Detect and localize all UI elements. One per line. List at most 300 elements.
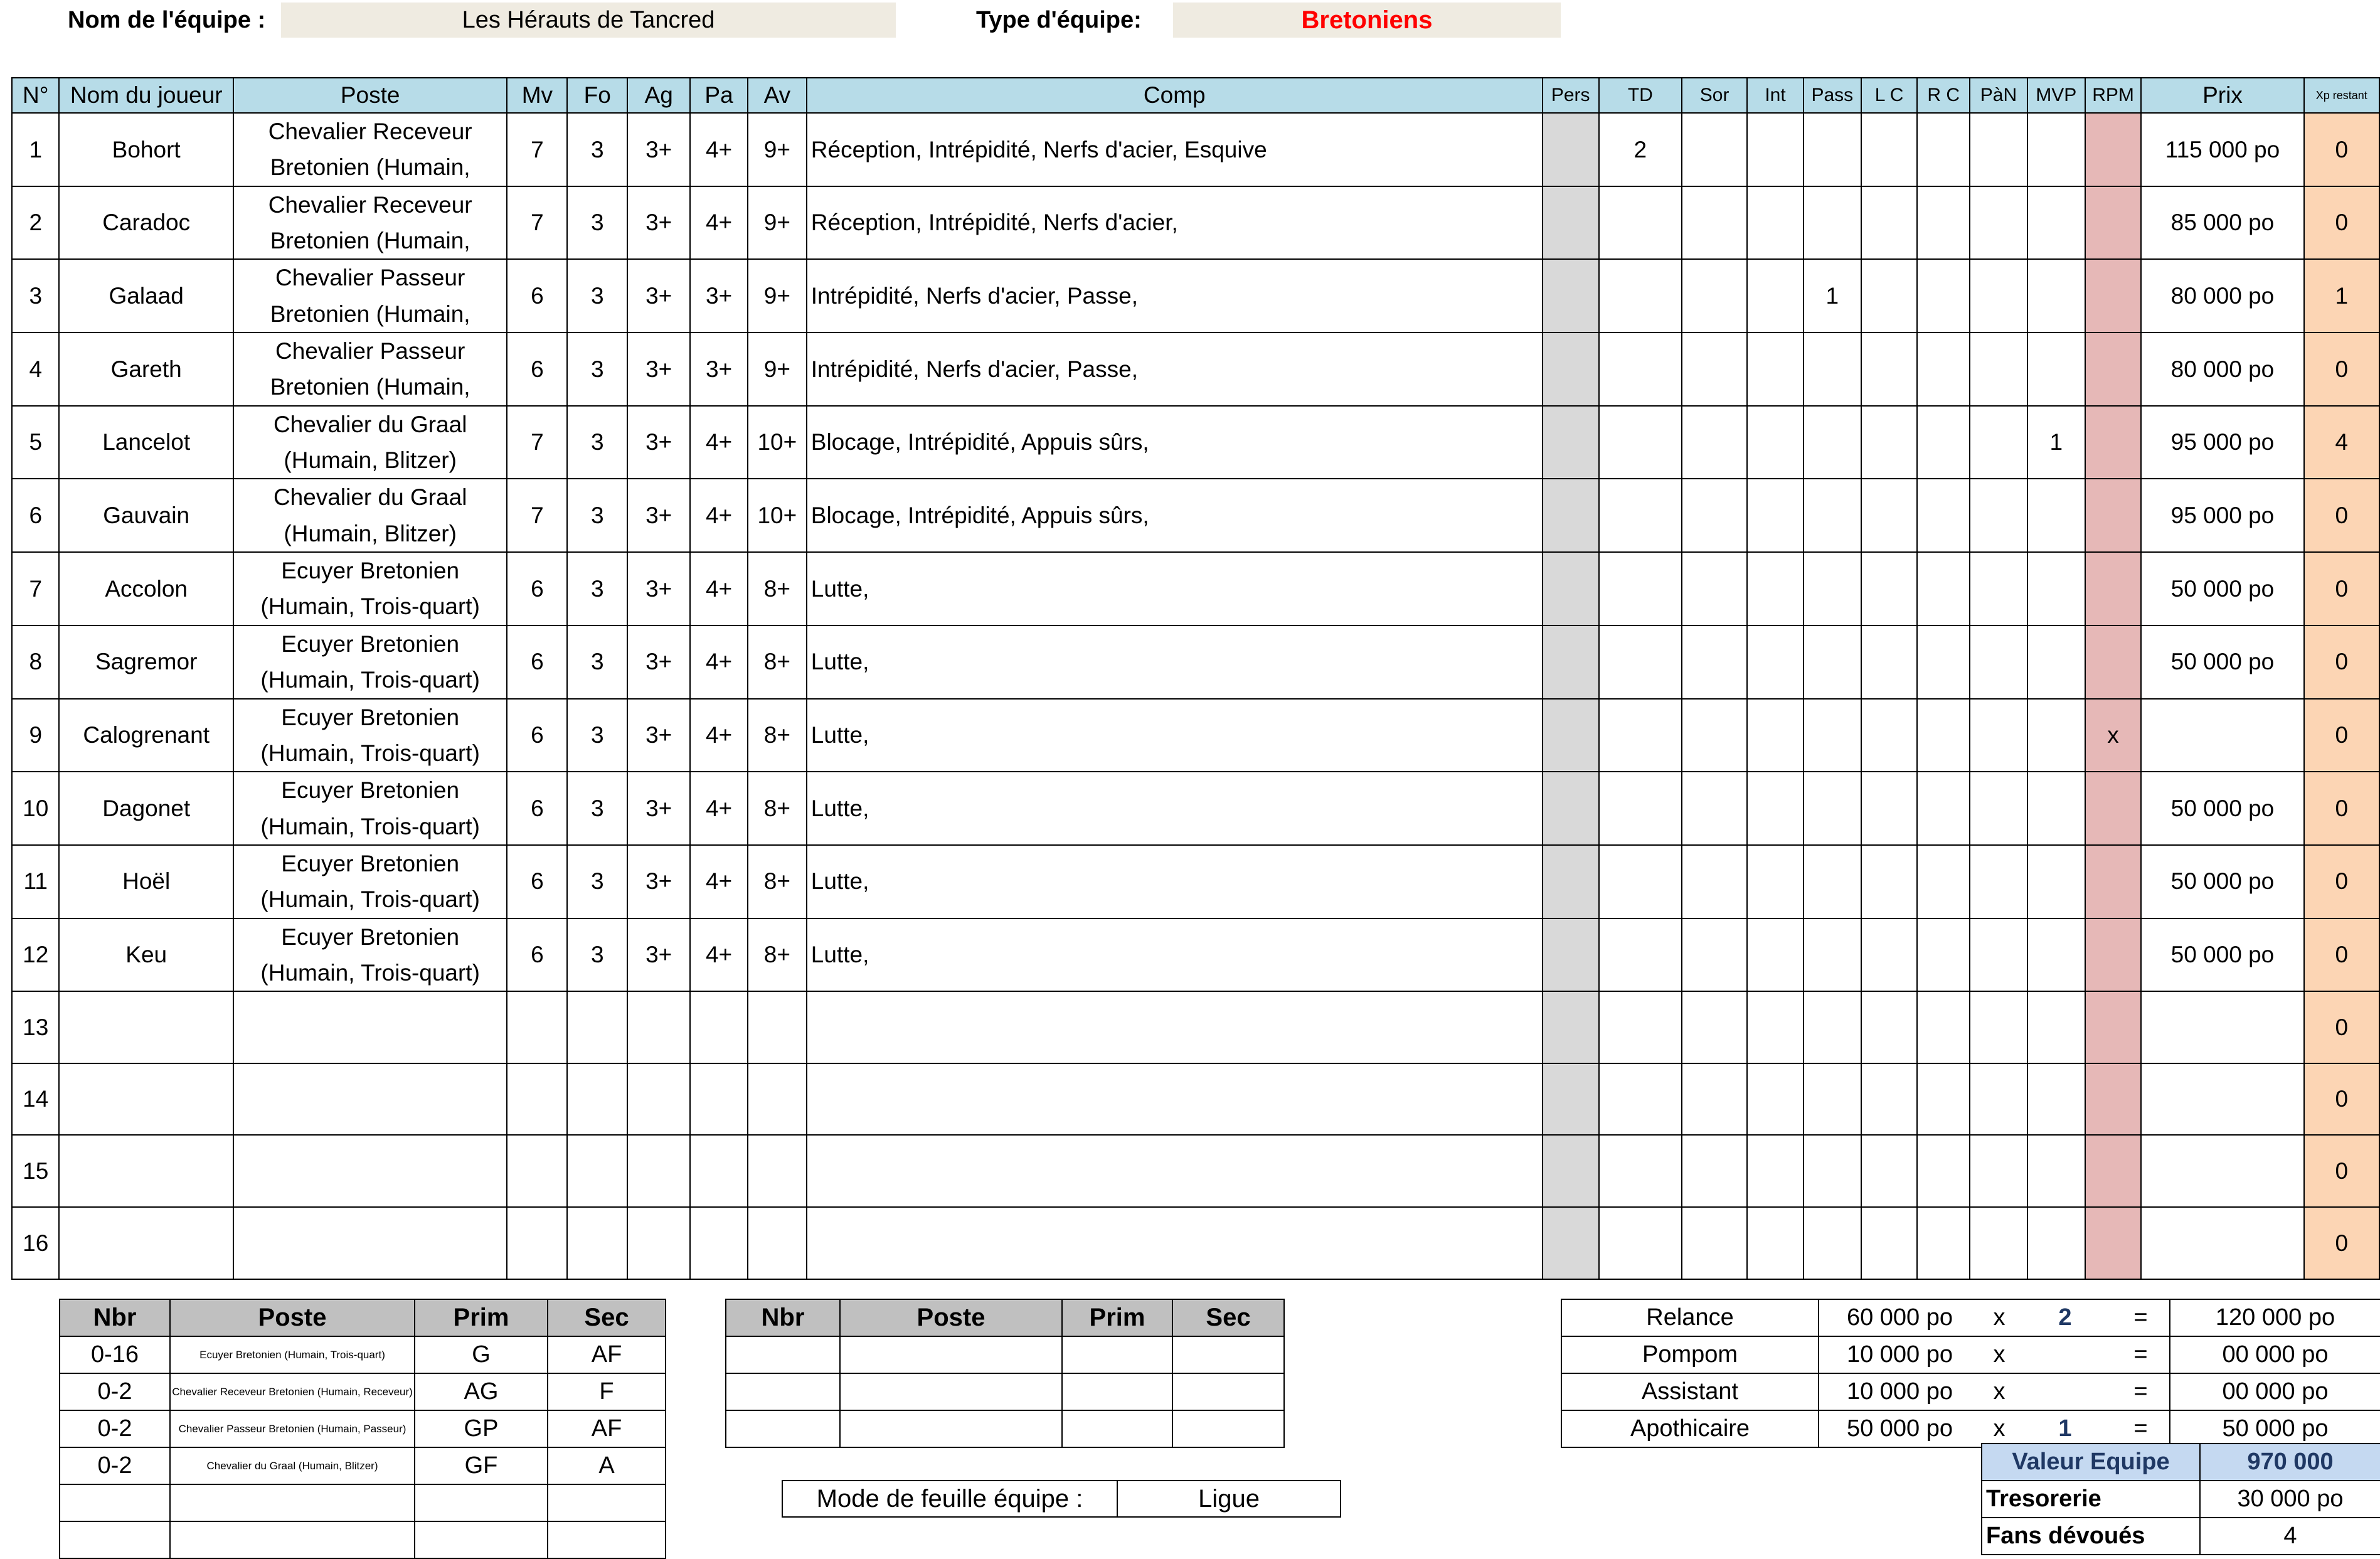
stat-rc[interactable]	[1917, 625, 1970, 699]
skills-poste[interactable]: Ecuyer Bretonien (Humain, Trois-quart)	[170, 1336, 415, 1373]
player-number[interactable]: 16	[12, 1207, 59, 1279]
extra-poste[interactable]	[840, 1373, 1062, 1410]
player-name[interactable]: Hoël	[59, 845, 233, 918]
stat-ag[interactable]: 3+	[627, 406, 690, 479]
stat-mvp[interactable]	[2027, 1135, 2085, 1207]
stat-fo[interactable]: 3	[567, 113, 627, 186]
xp-remaining[interactable]: 0	[2304, 918, 2380, 992]
stat-td[interactable]	[1599, 1063, 1682, 1136]
player-price[interactable]	[2141, 991, 2303, 1063]
stat-rc[interactable]	[1917, 113, 1970, 186]
stat-mvp[interactable]	[2027, 1063, 2085, 1136]
stat-mvp[interactable]: 1	[2027, 406, 2085, 479]
player-skills[interactable]	[807, 1135, 1543, 1207]
stat-lc[interactable]	[1861, 186, 1918, 260]
stat-lc[interactable]	[1861, 113, 1918, 186]
player-price[interactable]: 50 000 po	[2141, 552, 2303, 625]
stat-rc[interactable]	[1917, 699, 1970, 772]
player-number[interactable]: 6	[12, 479, 59, 552]
stat-rpm[interactable]	[2085, 259, 2142, 333]
stat-mv[interactable]: 6	[507, 552, 567, 625]
stat-pass[interactable]	[1804, 1135, 1861, 1207]
stat-sor[interactable]	[1682, 991, 1747, 1063]
stat-mv[interactable]: 7	[507, 406, 567, 479]
stat-fo[interactable]: 3	[567, 186, 627, 260]
stat-pan[interactable]	[1970, 1135, 2027, 1207]
stat-rc[interactable]	[1917, 845, 1970, 918]
xp-remaining[interactable]: 0	[2304, 991, 2380, 1063]
player-price[interactable]: 95 000 po	[2141, 406, 2303, 479]
stat-sor[interactable]	[1682, 1135, 1747, 1207]
stat-rc[interactable]	[1917, 552, 1970, 625]
stat-ag[interactable]: 3+	[627, 479, 690, 552]
player-number[interactable]: 2	[12, 186, 59, 260]
stat-lc[interactable]	[1861, 845, 1918, 918]
stat-av[interactable]: 8+	[748, 625, 807, 699]
stat-td[interactable]	[1599, 845, 1682, 918]
skills-nbr[interactable]: 0-2	[60, 1373, 170, 1410]
player-skills[interactable]	[807, 1063, 1543, 1136]
extra-prim[interactable]	[1062, 1410, 1172, 1447]
stat-fo[interactable]: 3	[567, 479, 627, 552]
player-number[interactable]: 4	[12, 333, 59, 406]
stat-int[interactable]	[1747, 406, 1804, 479]
stat-pass[interactable]	[1804, 991, 1861, 1063]
stat-pan[interactable]	[1970, 479, 2027, 552]
player-price[interactable]: 115 000 po	[2141, 113, 2303, 186]
stat-rpm[interactable]	[2085, 406, 2142, 479]
skills-sec[interactable]	[548, 1484, 666, 1521]
stat-pa[interactable]: 4+	[690, 406, 748, 479]
stat-pass[interactable]	[1804, 845, 1861, 918]
stat-mv[interactable]	[507, 991, 567, 1063]
stat-pers[interactable]	[1543, 113, 1599, 186]
stat-mvp[interactable]	[2027, 625, 2085, 699]
stat-rpm[interactable]	[2085, 552, 2142, 625]
stat-pan[interactable]	[1970, 772, 2027, 845]
player-price[interactable]: 50 000 po	[2141, 918, 2303, 992]
player-name[interactable]: Dagonet	[59, 772, 233, 845]
player-skills[interactable]: Lutte,	[807, 845, 1543, 918]
stat-lc[interactable]	[1861, 406, 1918, 479]
stat-fo[interactable]: 3	[567, 552, 627, 625]
stat-rc[interactable]	[1917, 1063, 1970, 1136]
player-name[interactable]: Accolon	[59, 552, 233, 625]
stat-mvp[interactable]	[2027, 333, 2085, 406]
xp-remaining[interactable]: 0	[2304, 113, 2380, 186]
player-position[interactable]: Ecuyer Bretonien (Humain, Trois-quart)	[233, 772, 507, 845]
stat-pers[interactable]	[1543, 479, 1599, 552]
stat-lc[interactable]	[1861, 625, 1918, 699]
player-name[interactable]: Sagremor	[59, 625, 233, 699]
stat-ag[interactable]	[627, 1207, 690, 1279]
xp-remaining[interactable]: 4	[2304, 406, 2380, 479]
extra-prim[interactable]	[1062, 1373, 1172, 1410]
stat-pan[interactable]	[1970, 259, 2027, 333]
stat-lc[interactable]	[1861, 699, 1918, 772]
stat-mvp[interactable]	[2027, 918, 2085, 992]
stat-rpm[interactable]: x	[2085, 699, 2142, 772]
stat-av[interactable]: 9+	[748, 259, 807, 333]
stat-av[interactable]: 8+	[748, 699, 807, 772]
player-number[interactable]: 13	[12, 991, 59, 1063]
player-price[interactable]: 50 000 po	[2141, 845, 2303, 918]
stat-ag[interactable]: 3+	[627, 625, 690, 699]
stat-rc[interactable]	[1917, 991, 1970, 1063]
stat-fo[interactable]: 3	[567, 333, 627, 406]
stat-sor[interactable]	[1682, 699, 1747, 772]
stat-mv[interactable]	[507, 1063, 567, 1136]
player-name[interactable]	[59, 1063, 233, 1136]
stat-sor[interactable]	[1682, 1207, 1747, 1279]
player-position[interactable]: Ecuyer Bretonien (Humain, Trois-quart)	[233, 699, 507, 772]
stat-mv[interactable]: 6	[507, 333, 567, 406]
stat-mvp[interactable]	[2027, 772, 2085, 845]
player-price[interactable]: 50 000 po	[2141, 625, 2303, 699]
stat-lc[interactable]	[1861, 1135, 1918, 1207]
stat-td[interactable]	[1599, 259, 1682, 333]
player-position[interactable]	[233, 1207, 507, 1279]
stat-pass[interactable]	[1804, 1063, 1861, 1136]
player-position[interactable]: Ecuyer Bretonien (Humain, Trois-quart)	[233, 552, 507, 625]
cost-quantity[interactable]: 1	[2018, 1410, 2112, 1447]
stat-ag[interactable]	[627, 1063, 690, 1136]
skills-nbr[interactable]: 0-2	[60, 1447, 170, 1484]
stat-pa[interactable]	[690, 1063, 748, 1136]
stat-lc[interactable]	[1861, 1063, 1918, 1136]
stat-int[interactable]	[1747, 113, 1804, 186]
stat-rpm[interactable]	[2085, 186, 2142, 260]
stat-av[interactable]: 8+	[748, 845, 807, 918]
stat-pan[interactable]	[1970, 113, 2027, 186]
stat-fo[interactable]	[567, 1207, 627, 1279]
stat-av[interactable]: 8+	[748, 772, 807, 845]
team-type-field[interactable]: Bretoniens	[1173, 3, 1561, 38]
stat-pers[interactable]	[1543, 406, 1599, 479]
skills-sec[interactable]	[548, 1521, 666, 1558]
player-name[interactable]	[59, 991, 233, 1063]
player-skills[interactable]: Lutte,	[807, 918, 1543, 992]
stat-lc[interactable]	[1861, 1207, 1918, 1279]
stat-int[interactable]	[1747, 479, 1804, 552]
xp-remaining[interactable]: 0	[2304, 845, 2380, 918]
player-position[interactable]: Ecuyer Bretonien (Humain, Trois-quart)	[233, 918, 507, 992]
skills-poste[interactable]: Chevalier du Graal (Humain, Blitzer)	[170, 1447, 415, 1484]
stat-pers[interactable]	[1543, 1135, 1599, 1207]
player-number[interactable]: 9	[12, 699, 59, 772]
stat-rc[interactable]	[1917, 479, 1970, 552]
player-skills[interactable]: Réception, Intrépidité, Nerfs d'acier,	[807, 186, 1543, 260]
extra-sec[interactable]	[1172, 1410, 1284, 1447]
player-position[interactable]: Chevalier Receveur Bretonien (Humain,	[233, 186, 507, 260]
stat-lc[interactable]	[1861, 918, 1918, 992]
player-name[interactable]: Bohort	[59, 113, 233, 186]
stat-pers[interactable]	[1543, 259, 1599, 333]
stat-pass[interactable]	[1804, 772, 1861, 845]
stat-mv[interactable]: 6	[507, 699, 567, 772]
xp-remaining[interactable]: 0	[2304, 479, 2380, 552]
player-price[interactable]: 50 000 po	[2141, 772, 2303, 845]
cost-quantity[interactable]: 2	[2018, 1299, 2112, 1336]
stat-pan[interactable]	[1970, 991, 2027, 1063]
stat-mv[interactable]: 6	[507, 772, 567, 845]
stat-mv[interactable]: 7	[507, 479, 567, 552]
stat-int[interactable]	[1747, 918, 1804, 992]
player-name[interactable]	[59, 1135, 233, 1207]
stat-sor[interactable]	[1682, 186, 1747, 260]
stat-mvp[interactable]	[2027, 991, 2085, 1063]
stat-av[interactable]: 9+	[748, 113, 807, 186]
stat-sor[interactable]	[1682, 845, 1747, 918]
player-name[interactable]: Keu	[59, 918, 233, 992]
player-position[interactable]: Chevalier du Graal (Humain, Blitzer)	[233, 406, 507, 479]
stat-pa[interactable]	[690, 1135, 748, 1207]
stat-mvp[interactable]	[2027, 1207, 2085, 1279]
skills-sec[interactable]: AF	[548, 1410, 666, 1447]
treasury-value[interactable]: 30 000 po	[2200, 1481, 2380, 1518]
stat-av[interactable]: 9+	[748, 186, 807, 260]
stat-av[interactable]	[748, 1207, 807, 1279]
stat-mv[interactable]: 6	[507, 918, 567, 992]
stat-td[interactable]	[1599, 186, 1682, 260]
player-skills[interactable]: Intrépidité, Nerfs d'acier, Passe,	[807, 333, 1543, 406]
player-position[interactable]: Chevalier Passeur Bretonien (Humain,	[233, 259, 507, 333]
stat-td[interactable]	[1599, 699, 1682, 772]
stat-fo[interactable]: 3	[567, 259, 627, 333]
stat-pan[interactable]	[1970, 333, 2027, 406]
stat-ag[interactable]: 3+	[627, 186, 690, 260]
stat-pers[interactable]	[1543, 991, 1599, 1063]
player-skills[interactable]: Réception, Intrépidité, Nerfs d'acier, Esquive	[807, 113, 1543, 186]
stat-rpm[interactable]	[2085, 1063, 2142, 1136]
stat-pers[interactable]	[1543, 699, 1599, 772]
stat-pass[interactable]	[1804, 625, 1861, 699]
player-name[interactable]: Gareth	[59, 333, 233, 406]
stat-td[interactable]	[1599, 552, 1682, 625]
player-skills[interactable]	[807, 991, 1543, 1063]
stat-fo[interactable]	[567, 1063, 627, 1136]
stat-int[interactable]	[1747, 333, 1804, 406]
player-price[interactable]: 85 000 po	[2141, 186, 2303, 260]
skills-prim[interactable]	[415, 1484, 548, 1521]
stat-rpm[interactable]	[2085, 918, 2142, 992]
stat-ag[interactable]: 3+	[627, 918, 690, 992]
stat-ag[interactable]	[627, 1135, 690, 1207]
player-position[interactable]: Chevalier Passeur Bretonien (Humain,	[233, 333, 507, 406]
stat-av[interactable]	[748, 1135, 807, 1207]
stat-rc[interactable]	[1917, 1207, 1970, 1279]
skills-sec[interactable]: AF	[548, 1336, 666, 1373]
extra-sec[interactable]	[1172, 1373, 1284, 1410]
stat-pa[interactable]: 3+	[690, 333, 748, 406]
player-position[interactable]	[233, 1135, 507, 1207]
player-name[interactable]: Calogrenant	[59, 699, 233, 772]
player-skills[interactable]: Lutte,	[807, 552, 1543, 625]
stat-lc[interactable]	[1861, 479, 1918, 552]
extra-poste[interactable]	[840, 1336, 1062, 1373]
stat-pa[interactable]	[690, 1207, 748, 1279]
stat-ag[interactable]: 3+	[627, 845, 690, 918]
xp-remaining[interactable]: 0	[2304, 772, 2380, 845]
player-skills[interactable]: Lutte,	[807, 699, 1543, 772]
stat-pass[interactable]	[1804, 406, 1861, 479]
player-skills[interactable]: Intrépidité, Nerfs d'acier, Passe,	[807, 259, 1543, 333]
stat-av[interactable]	[748, 1063, 807, 1136]
stat-sor[interactable]	[1682, 918, 1747, 992]
player-price[interactable]	[2141, 1063, 2303, 1136]
stat-rpm[interactable]	[2085, 772, 2142, 845]
stat-mv[interactable]	[507, 1207, 567, 1279]
skills-prim[interactable]: GF	[415, 1447, 548, 1484]
stat-mv[interactable]: 7	[507, 113, 567, 186]
stat-pa[interactable]: 4+	[690, 625, 748, 699]
player-position[interactable]: Chevalier du Graal (Humain, Blitzer)	[233, 479, 507, 552]
stat-mvp[interactable]	[2027, 259, 2085, 333]
skills-prim[interactable]	[415, 1521, 548, 1558]
stat-mv[interactable]: 6	[507, 259, 567, 333]
stat-int[interactable]	[1747, 772, 1804, 845]
player-skills[interactable]: Lutte,	[807, 625, 1543, 699]
xp-remaining[interactable]: 0	[2304, 186, 2380, 260]
stat-sor[interactable]	[1682, 479, 1747, 552]
skills-nbr[interactable]: 0-2	[60, 1410, 170, 1447]
stat-td[interactable]	[1599, 918, 1682, 992]
stat-rpm[interactable]	[2085, 1135, 2142, 1207]
stat-pass[interactable]	[1804, 918, 1861, 992]
player-position[interactable]	[233, 991, 507, 1063]
stat-pa[interactable]: 4+	[690, 845, 748, 918]
stat-pers[interactable]	[1543, 552, 1599, 625]
stat-rc[interactable]	[1917, 406, 1970, 479]
stat-td[interactable]	[1599, 772, 1682, 845]
stat-rpm[interactable]	[2085, 991, 2142, 1063]
extra-nbr[interactable]	[726, 1336, 840, 1373]
stat-pan[interactable]	[1970, 699, 2027, 772]
stat-td[interactable]	[1599, 1207, 1682, 1279]
stat-ag[interactable]: 3+	[627, 113, 690, 186]
player-name[interactable]: Caradoc	[59, 186, 233, 260]
stat-ag[interactable]: 3+	[627, 259, 690, 333]
stat-pers[interactable]	[1543, 918, 1599, 992]
stat-fo[interactable]: 3	[567, 918, 627, 992]
player-number[interactable]: 5	[12, 406, 59, 479]
stat-pass[interactable]	[1804, 1207, 1861, 1279]
stat-pa[interactable]: 4+	[690, 918, 748, 992]
stat-rc[interactable]	[1917, 1135, 1970, 1207]
player-price[interactable]: 80 000 po	[2141, 259, 2303, 333]
stat-td[interactable]	[1599, 406, 1682, 479]
stat-ag[interactable]: 3+	[627, 772, 690, 845]
stat-td[interactable]	[1599, 625, 1682, 699]
stat-mvp[interactable]	[2027, 186, 2085, 260]
stat-sor[interactable]	[1682, 1063, 1747, 1136]
stat-fo[interactable]: 3	[567, 845, 627, 918]
extra-sec[interactable]	[1172, 1336, 1284, 1373]
stat-pass[interactable]	[1804, 333, 1861, 406]
player-number[interactable]: 12	[12, 918, 59, 992]
skills-poste[interactable]	[170, 1484, 415, 1521]
stat-pa[interactable]: 4+	[690, 699, 748, 772]
player-name[interactable]	[59, 1207, 233, 1279]
player-price[interactable]: 95 000 po	[2141, 479, 2303, 552]
stat-rc[interactable]	[1917, 259, 1970, 333]
stat-sor[interactable]	[1682, 552, 1747, 625]
stat-rpm[interactable]	[2085, 845, 2142, 918]
stat-av[interactable]: 10+	[748, 479, 807, 552]
stat-pass[interactable]: 1	[1804, 259, 1861, 333]
stat-lc[interactable]	[1861, 259, 1918, 333]
stat-fo[interactable]	[567, 991, 627, 1063]
stat-lc[interactable]	[1861, 552, 1918, 625]
stat-int[interactable]	[1747, 259, 1804, 333]
stat-pa[interactable]: 4+	[690, 479, 748, 552]
stat-mvp[interactable]	[2027, 699, 2085, 772]
stat-ag[interactable]: 3+	[627, 552, 690, 625]
stat-fo[interactable]: 3	[567, 772, 627, 845]
stat-ag[interactable]: 3+	[627, 333, 690, 406]
player-number[interactable]: 14	[12, 1063, 59, 1136]
xp-remaining[interactable]: 0	[2304, 333, 2380, 406]
stat-av[interactable]: 8+	[748, 918, 807, 992]
xp-remaining[interactable]: 0	[2304, 552, 2380, 625]
player-number[interactable]: 1	[12, 113, 59, 186]
stat-pan[interactable]	[1970, 552, 2027, 625]
stat-int[interactable]	[1747, 625, 1804, 699]
stat-pers[interactable]	[1543, 772, 1599, 845]
stat-int[interactable]	[1747, 552, 1804, 625]
skills-poste[interactable]: Chevalier Receveur Bretonien (Humain, Receveur)	[170, 1373, 415, 1410]
stat-int[interactable]	[1747, 699, 1804, 772]
cost-quantity[interactable]	[2018, 1373, 2112, 1410]
stat-rc[interactable]	[1917, 333, 1970, 406]
skills-prim[interactable]: GP	[415, 1410, 548, 1447]
stat-fo[interactable]: 3	[567, 406, 627, 479]
player-price[interactable]	[2141, 1135, 2303, 1207]
stat-pa[interactable]: 4+	[690, 552, 748, 625]
stat-ag[interactable]: 3+	[627, 699, 690, 772]
skills-poste[interactable]	[170, 1521, 415, 1558]
skills-prim[interactable]: G	[415, 1336, 548, 1373]
stat-pass[interactable]	[1804, 186, 1861, 260]
stat-pass[interactable]	[1804, 552, 1861, 625]
stat-mv[interactable]	[507, 1135, 567, 1207]
stat-lc[interactable]	[1861, 772, 1918, 845]
stat-int[interactable]	[1747, 1135, 1804, 1207]
stat-rpm[interactable]	[2085, 333, 2142, 406]
stat-pa[interactable]: 4+	[690, 113, 748, 186]
player-number[interactable]: 15	[12, 1135, 59, 1207]
xp-remaining[interactable]: 1	[2304, 259, 2380, 333]
extra-prim[interactable]	[1062, 1336, 1172, 1373]
player-price[interactable]	[2141, 1207, 2303, 1279]
player-name[interactable]: Galaad	[59, 259, 233, 333]
stat-td[interactable]	[1599, 333, 1682, 406]
stat-mvp[interactable]	[2027, 479, 2085, 552]
stat-int[interactable]	[1747, 845, 1804, 918]
stat-pan[interactable]	[1970, 1207, 2027, 1279]
stat-int[interactable]	[1747, 991, 1804, 1063]
stat-sor[interactable]	[1682, 625, 1747, 699]
stat-td[interactable]	[1599, 479, 1682, 552]
stat-sor[interactable]	[1682, 772, 1747, 845]
stat-td[interactable]: 2	[1599, 113, 1682, 186]
stat-rc[interactable]	[1917, 186, 1970, 260]
stat-td[interactable]	[1599, 991, 1682, 1063]
stat-pan[interactable]	[1970, 845, 2027, 918]
stat-rpm[interactable]	[2085, 1207, 2142, 1279]
player-price[interactable]: 80 000 po	[2141, 333, 2303, 406]
player-position[interactable]: Ecuyer Bretonien (Humain, Trois-quart)	[233, 845, 507, 918]
